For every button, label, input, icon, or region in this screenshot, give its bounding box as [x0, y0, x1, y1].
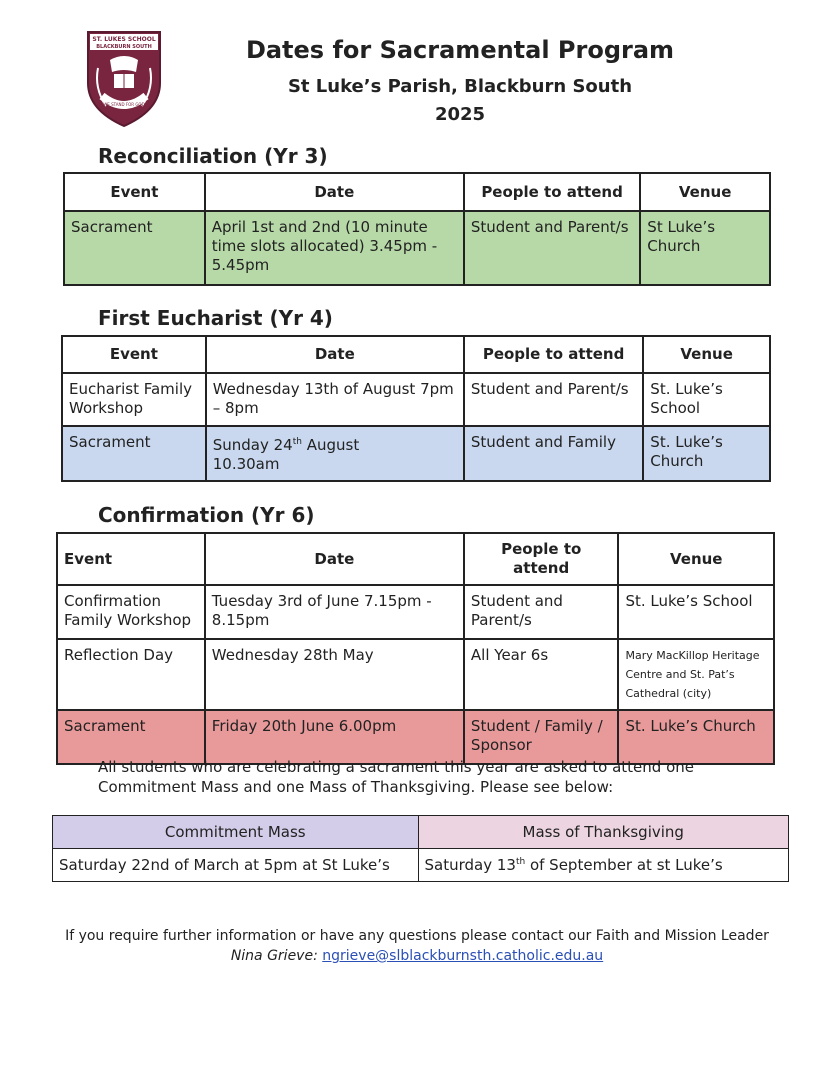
col-header: People to attend — [464, 336, 643, 373]
table-row — [57, 585, 774, 639]
col-header: People to attend — [464, 533, 619, 585]
venue-cell: St. Luke’s Church — [618, 710, 774, 764]
table-row — [62, 426, 770, 481]
eucharist-title: First Eucharist (Yr 4) — [98, 306, 333, 330]
reconciliation-table — [63, 172, 771, 286]
confirmation-title: Confirmation (Yr 6) — [98, 503, 315, 527]
date-cell: Wednesday 28th May — [205, 639, 464, 710]
venue-cell: St. Luke’s School — [643, 373, 770, 426]
table-row — [64, 211, 770, 285]
table-row — [57, 710, 774, 764]
col-header: Event — [62, 336, 206, 373]
commitment-mass-date: Saturday 22nd of March at 5pm at St Luke’s — [53, 849, 419, 882]
contact-name: Nina Grieve: — [230, 948, 318, 964]
event-cell: Reflection Day — [57, 639, 205, 710]
thanksgiving-mass-date: Saturday 13th of September at st Luke’s — [418, 849, 789, 882]
col-header: Date — [205, 173, 464, 211]
date-cell: April 1st and 2nd (10 minute time slots allocated) 3.45pm - 5.45pm — [205, 211, 464, 285]
event-cell: Sacrament — [64, 211, 205, 285]
people-cell: Student and Parent/s — [464, 373, 643, 426]
event-cell: Sacrament — [62, 426, 206, 481]
thanksgiving-mass-header: Mass of Thanksgiving — [418, 816, 789, 849]
col-header: Venue — [640, 173, 770, 211]
date-cell: Friday 20th June 6.00pm — [205, 710, 464, 764]
col-header: Event — [64, 173, 205, 211]
col-header: Date — [206, 336, 464, 373]
table-row — [62, 373, 770, 426]
venue-cell: St Luke’s Church — [640, 211, 770, 285]
people-cell: Student / Family / Sponsor — [464, 710, 619, 764]
table-row — [57, 639, 774, 710]
date-cell: Tuesday 3rd of June 7.15pm - 8.15pm — [205, 585, 464, 639]
people-cell: All Year 6s — [464, 639, 619, 710]
svg-text:BLACKBURN SOUTH: BLACKBURN SOUTH — [96, 44, 152, 50]
date-cell: Sunday 24th August 10.30am — [206, 426, 464, 481]
people-cell: Student and Parent/s — [464, 585, 619, 639]
event-cell: Sacrament — [57, 710, 205, 764]
school-crest-logo — [84, 28, 164, 128]
col-header: Venue — [618, 533, 774, 585]
col-header: Date — [205, 533, 464, 585]
col-header: Venue — [643, 336, 770, 373]
mass-table — [52, 815, 789, 882]
event-cell: Eucharist Family Workshop — [62, 373, 206, 426]
event-cell: Confirmation Family Workshop — [57, 585, 205, 639]
page-title: Dates for Sacramental Program — [245, 36, 675, 64]
reconciliation-title: Reconciliation (Yr 3) — [98, 144, 328, 168]
col-header: People to attend — [464, 173, 640, 211]
footer-text: If you require further information or have any questions please contact our Faith and Mission Leader — [65, 928, 769, 944]
people-cell: Student and Parent/s — [464, 211, 640, 285]
svg-text:ST. LUKES SCHOOL: ST. LUKES SCHOOL — [92, 36, 156, 43]
contact-footer — [60, 926, 774, 966]
people-cell: Student and Family — [464, 426, 643, 481]
year-label: 2025 — [434, 104, 486, 125]
venue-cell: St. Luke’s School — [618, 585, 774, 639]
eucharist-table — [61, 335, 771, 482]
contact-email-link[interactable]: ngrieve@slblackburnsth.catholic.edu.au — [322, 948, 604, 964]
svg-text:WE STAND FOR GOD: WE STAND FOR GOD — [103, 102, 145, 107]
venue-cell: Mary MacKillop Heritage Centre and St. Pat’s Cathedral (city) — [618, 639, 774, 710]
mass-attendance-note: All students who are celebrating a sacrament this year are asked to attend one Commitment Mass and one Mass of Thanksgiving. Please see below: — [98, 758, 694, 796]
parish-subtitle: St Luke’s Parish, Blackburn South — [287, 76, 633, 97]
commitment-mass-header: Commitment Mass — [53, 816, 419, 849]
date-cell: Wednesday 13th of August 7pm – 8pm — [206, 373, 464, 426]
col-header: Event — [57, 533, 205, 585]
venue-cell: St. Luke’s Church — [643, 426, 770, 481]
confirmation-table — [56, 532, 775, 765]
